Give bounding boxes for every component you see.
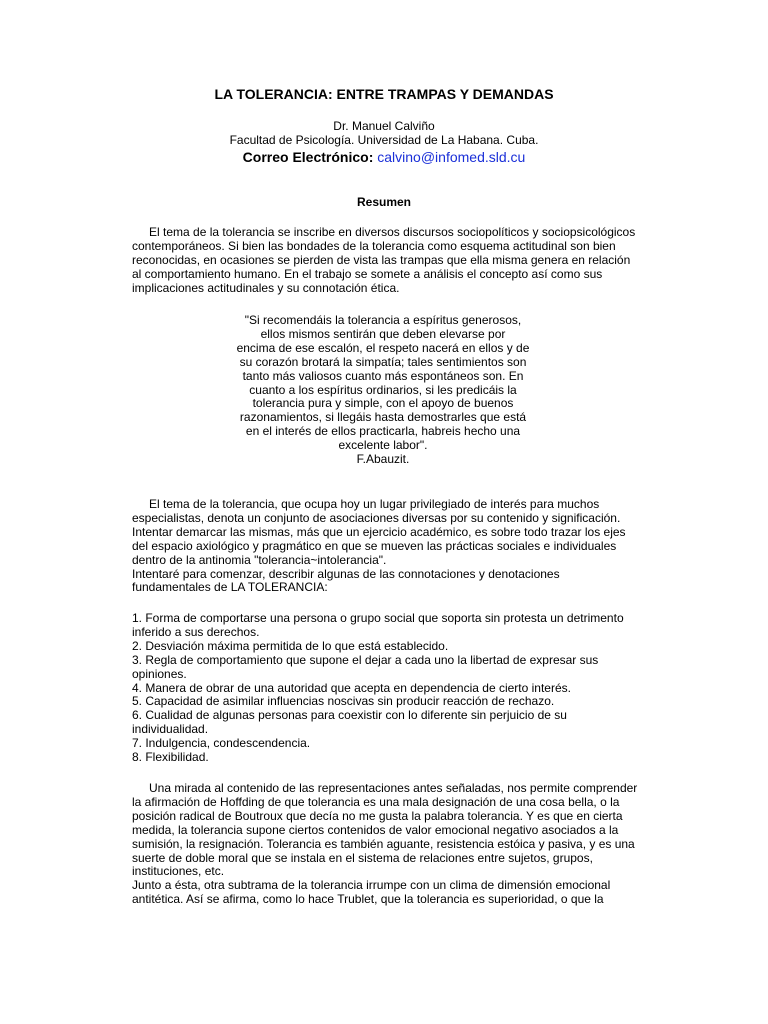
text-line: contemporáneos. Si bien las bondades de la tolerancia como esquema actitudinal son bien — [132, 238, 616, 253]
email-link[interactable]: calvino@infomed.sld.cu — [377, 149, 526, 165]
text-line: 8. Flexibilidad. — [132, 750, 209, 765]
document-title: LA TOLERANCIA: ENTRE TRAMPAS Y DEMANDAS — [214, 86, 554, 102]
text-line: 5. Capacidad de asimilar influencias noscivas sin producir reacción de rechazo. — [132, 694, 555, 709]
list-item — [132, 737, 642, 751]
text-line: la afirmación de Hoffding de que tolerancia es una mala designación de una cosa bella, o la — [132, 794, 620, 809]
list-item — [132, 751, 642, 765]
intro-paragraph — [132, 498, 642, 595]
abstract-heading: Resumen — [356, 195, 412, 209]
quote-line: tanto más valiosos cuanto más espontáneos son. En — [242, 368, 524, 383]
text-line: Junto a ésta, otra subtrama de la tolerancia irrumpe con un clima de dimensión emocional — [132, 878, 611, 893]
author-name: Dr. Manuel Calviño — [333, 119, 435, 133]
quote-line: "Si recomendáis la tolerancia a espíritus generosos, — [244, 313, 522, 327]
text-line: opiniones. — [132, 666, 187, 681]
text-line: 6. Cualidad de algunas personas para coexistir con lo diferente sin perjuicio de su — [132, 708, 567, 723]
text-line: Una mirada al contenido de las representaciones antes señaladas, nos permite comprender — [149, 781, 638, 795]
text-line: sumisión, la resignación. Tolerancia es también aguante, resistencia estóica y pasiva, y es una — [132, 836, 635, 851]
text-line: 2. Desviación máxima permitida de lo que está establecido. — [132, 638, 449, 653]
list-item — [132, 654, 642, 682]
quote-line: excelente labor". — [338, 438, 428, 453]
quote-line: su corazón brotará la simpatía; tales sentimientos son — [239, 354, 527, 369]
text-line: suerte de doble moral que se instala en el sistema de relaciones entre sujetos, grupos, — [132, 850, 593, 865]
list-item — [132, 682, 642, 696]
text-line: 7. Indulgencia, condescendencia. — [132, 736, 311, 751]
text-line: antitética. Así se afirma, como lo hace Trublet, que la tolerancia es superioridad, o que la — [132, 892, 604, 907]
author-affiliation: Facultad de Psicología. Universidad de La Habana. Cuba. — [229, 133, 539, 147]
text-line: 1. Forma de comportarse una persona o grupo social que soporta sin protesta un detrimento — [132, 611, 624, 625]
text-line: implicaciones actitudinales y su connotación ética. — [132, 280, 400, 295]
epigraph-quote — [234, 314, 532, 467]
quote-line: encima de ese escalón, el respeto nacerá en ellos y de — [236, 340, 530, 355]
text-line: El tema de la tolerancia, que ocupa hoy un lugar privilegiado de interés para muchos — [149, 497, 600, 511]
quote-line: razonamientos, si llegáis hasta demostrarles que está — [239, 410, 527, 425]
text-line: especialistas, denota un conjunto de asociaciones diversas por su contenido y significación. — [132, 510, 621, 525]
list-item — [132, 695, 642, 709]
text-line: 3. Regla de comportamiento que supone el dejar a cada uno la libertad de expresar sus — [132, 652, 599, 667]
text-line: dentro de la antinomia "tolerancia~intolerancia". — [132, 552, 387, 567]
list-item — [132, 709, 642, 737]
quote-line: tolerancia pura y simple, con el apoyo de buenos — [252, 396, 514, 411]
email-label: Correo Electrónico: — [242, 149, 374, 165]
abstract-paragraph — [132, 226, 642, 296]
closing-paragraph — [132, 782, 642, 907]
text-line: Intentaré para comenzar, describir algunas de las connotaciones y denotaciones — [132, 566, 560, 581]
text-line: 4. Manera de obrar de una autoridad que acepta en dependencia de cierto interés. — [132, 680, 571, 695]
text-line: del espacio axiológico y pragmático en que se mueven las prácticas sociales e individuales — [132, 538, 617, 553]
definitions-list — [132, 612, 642, 765]
text-line: reconocidas, en ocasiones se pierden de vista las trampas que ella misma genera en relación — [132, 252, 631, 267]
text-line: posición radical de Boutroux que decía no me gusta la palabra tolerancia. Y es que en cierta — [132, 808, 623, 823]
quote-line: en el interés de ellos practicarla, habreis hecho una — [245, 424, 521, 439]
text-line: individualidad. — [132, 722, 209, 737]
text-line: medida, la tolerancia supone ciertos contenidos de valor emocional negativo asociados a la — [132, 822, 619, 837]
text-line: El tema de la tolerancia se inscribe en diversos discursos sociopolíticos y sociopsicológicos — [149, 225, 636, 239]
email-line — [0, 148, 768, 166]
quote-line: cuanto a los espíritus ordinarios, si les predicáis la — [249, 382, 517, 397]
text-line: instituciones, etc. — [132, 864, 225, 879]
list-item — [132, 640, 642, 654]
quote-line: ellos mismos sentirán que deben elevarse por — [260, 326, 506, 341]
text-line: al comportamiento humano. En el trabajo se somete a análisis el concepto así como sus — [132, 266, 603, 281]
text-line: inferido a sus derechos. — [132, 624, 260, 639]
text-line: fundamentales de LA TOLERANCIA: — [132, 580, 328, 595]
quote-attribution: F.Abauzit. — [356, 452, 410, 467]
text-line: Intentar demarcar las mismas, más que un ejercicio académico, es sobre todo trazar los ejes — [132, 524, 626, 539]
list-item — [132, 612, 642, 640]
